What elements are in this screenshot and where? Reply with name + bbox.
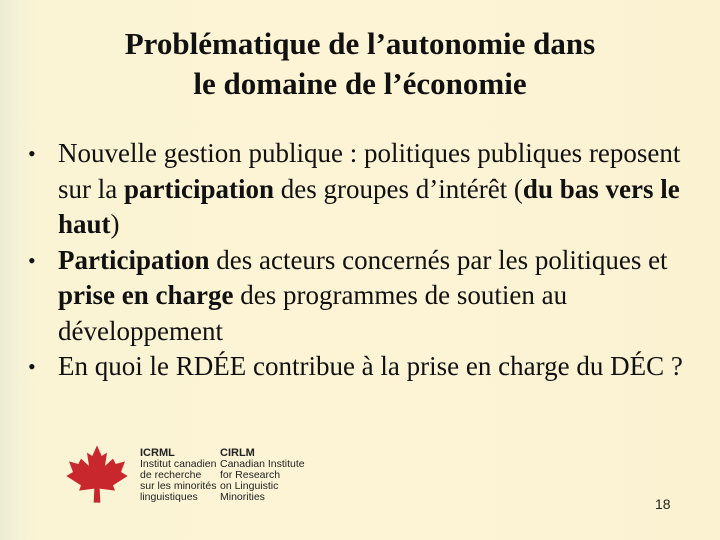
logo-abbr-en: CIRLM [220,447,255,459]
slide-title-line-2: le domaine de l’économie [193,66,527,101]
bullet-text [58,245,668,346]
logo-name-fr: Institut canadien de recherche sur les minorités linguistiques [140,458,217,503]
bullet-item [28,243,708,350]
bullet-segment: Nouvelle gestion publique : politiques publiques reposent sur la [58,138,681,204]
bullet-bold-segment: prise en charge [58,280,234,310]
page-number: 18 [655,496,671,512]
bullet-text [58,138,680,239]
bullet-dot: • [28,247,36,273]
maple-leaf-icon [62,444,132,504]
bullet-dot: • [28,354,36,379]
logo-abbr-fr: ICRML [140,447,175,459]
icrml-logo [62,444,312,504]
bullet-item [28,136,708,243]
bullet-segment: des groupes d’intérêt ( [274,173,523,204]
bullet-segment: En quoi le RDÉE contribue à la prise en charge du DÉC ? [58,351,683,381]
bullet-bold-segment: participation [123,173,274,204]
bullet-segment: des acteurs concernés par les politiques et [209,244,668,275]
bullet-bold-segment: du bas vers le haut [58,173,680,239]
bullet-segment: des programmes de soutien au développement [58,280,568,346]
bullet-dot: • [28,141,36,166]
logo-text-english [220,448,305,503]
logo-text-french [140,448,216,503]
slide-title [0,24,720,104]
bullet-item [28,349,708,385]
bullet-bold-segment: Participation [58,244,210,275]
logo-name-en: Canadian Institute for Research on Linguistic Minorities [220,458,305,503]
bullet-list [28,136,708,385]
slide-title-line-1: Problématique de l’autonomie dans [124,26,596,61]
bullet-segment: ) [110,209,120,239]
bullet-text [58,351,683,381]
